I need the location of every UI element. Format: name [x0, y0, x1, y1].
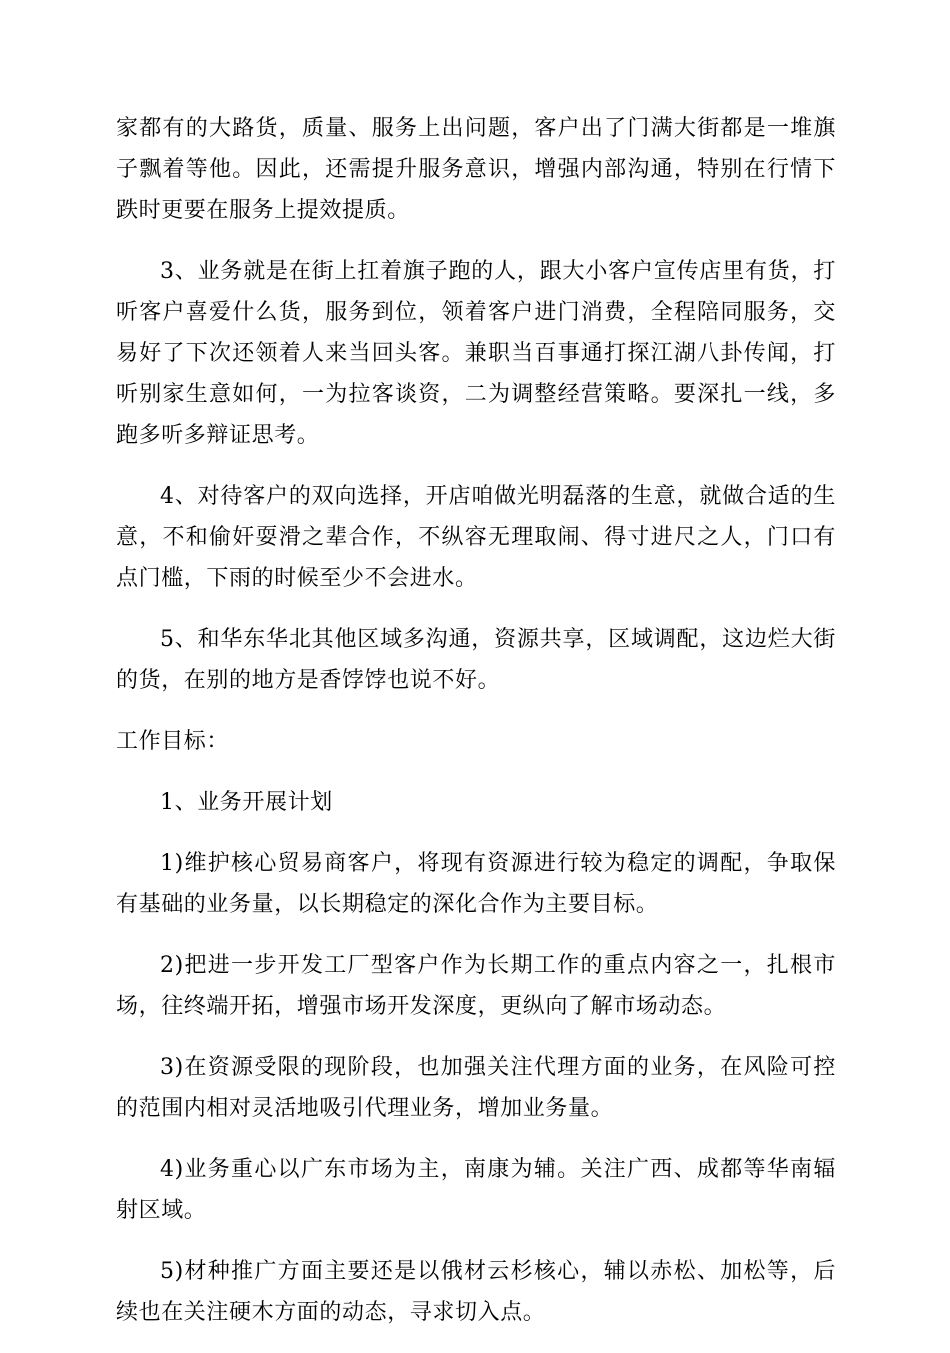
document-body	[116, 108, 836, 1353]
list-item-4: 4)业务重心以广东市场为主，南康为辅。关注广西、成都等华南辐射区域。	[116, 1157, 836, 1223]
subheading-business-plan: 1、业务开展计划	[160, 790, 333, 815]
list-item-1: 1)维护核心贸易商客户，将现有资源进行较为稳定的调配，争取保有基础的业务量，以长期稳定的深化合作为主要目标。	[116, 851, 836, 917]
list-item-5: 5)材种推广方面主要还是以俄材云杉核心，辅以赤松、加松等，后续也在关注硬木方面的动态，寻求切入点。	[116, 1259, 836, 1325]
paragraph-item-5: 5、和华东华北其他区域多沟通，资源共享，区域调配，这边烂大街的货，在别的地方是香饽饽也说不好。	[116, 627, 836, 693]
list-item-2: 2)把进一步开发工厂型客户作为长期工作的重点内容之一，扎根市场，往终端开拓，增强市场开发深度，更纵向了解市场动态。	[116, 953, 836, 1019]
paragraph-continuation: 家都有的大路货，质量、服务上出问题，客户出了门满大街都是一堆旗子飘着等他。因此，还需提升服务意识，增强内部沟通，特别在行情下跌时更要在服务上提效提质。	[116, 116, 836, 223]
paragraph-item-4: 4、对待客户的双向选择，开店咱做光明磊落的生意，就做合适的生意，不和偷奸耍滑之辈合作，不纵容无理取闹、得寸进尺之人，门口有点门槛，下雨的时候至少不会进水。	[116, 484, 836, 591]
section-heading-work-goals: 工作目标：	[116, 729, 230, 754]
list-item-3: 3)在资源受限的现阶段，也加强关注代理方面的业务，在风险可控的范围内相对灵活地吸引代理业务，增加业务量。	[116, 1055, 836, 1121]
paragraph-item-3: 3、业务就是在街上扛着旗子跑的人，跟大小客户宣传店里有货，打听客户喜爱什么货，服务到位，领着客户进门消费，全程陪同服务，交易好了下次还领着人来当回头客。兼职当百事通打探江湖八卦传闻，打听别家生意如何，一为拉客谈资，二为调整经营策略。要深扎一线，多跑多听多辩证思考。	[116, 259, 836, 448]
